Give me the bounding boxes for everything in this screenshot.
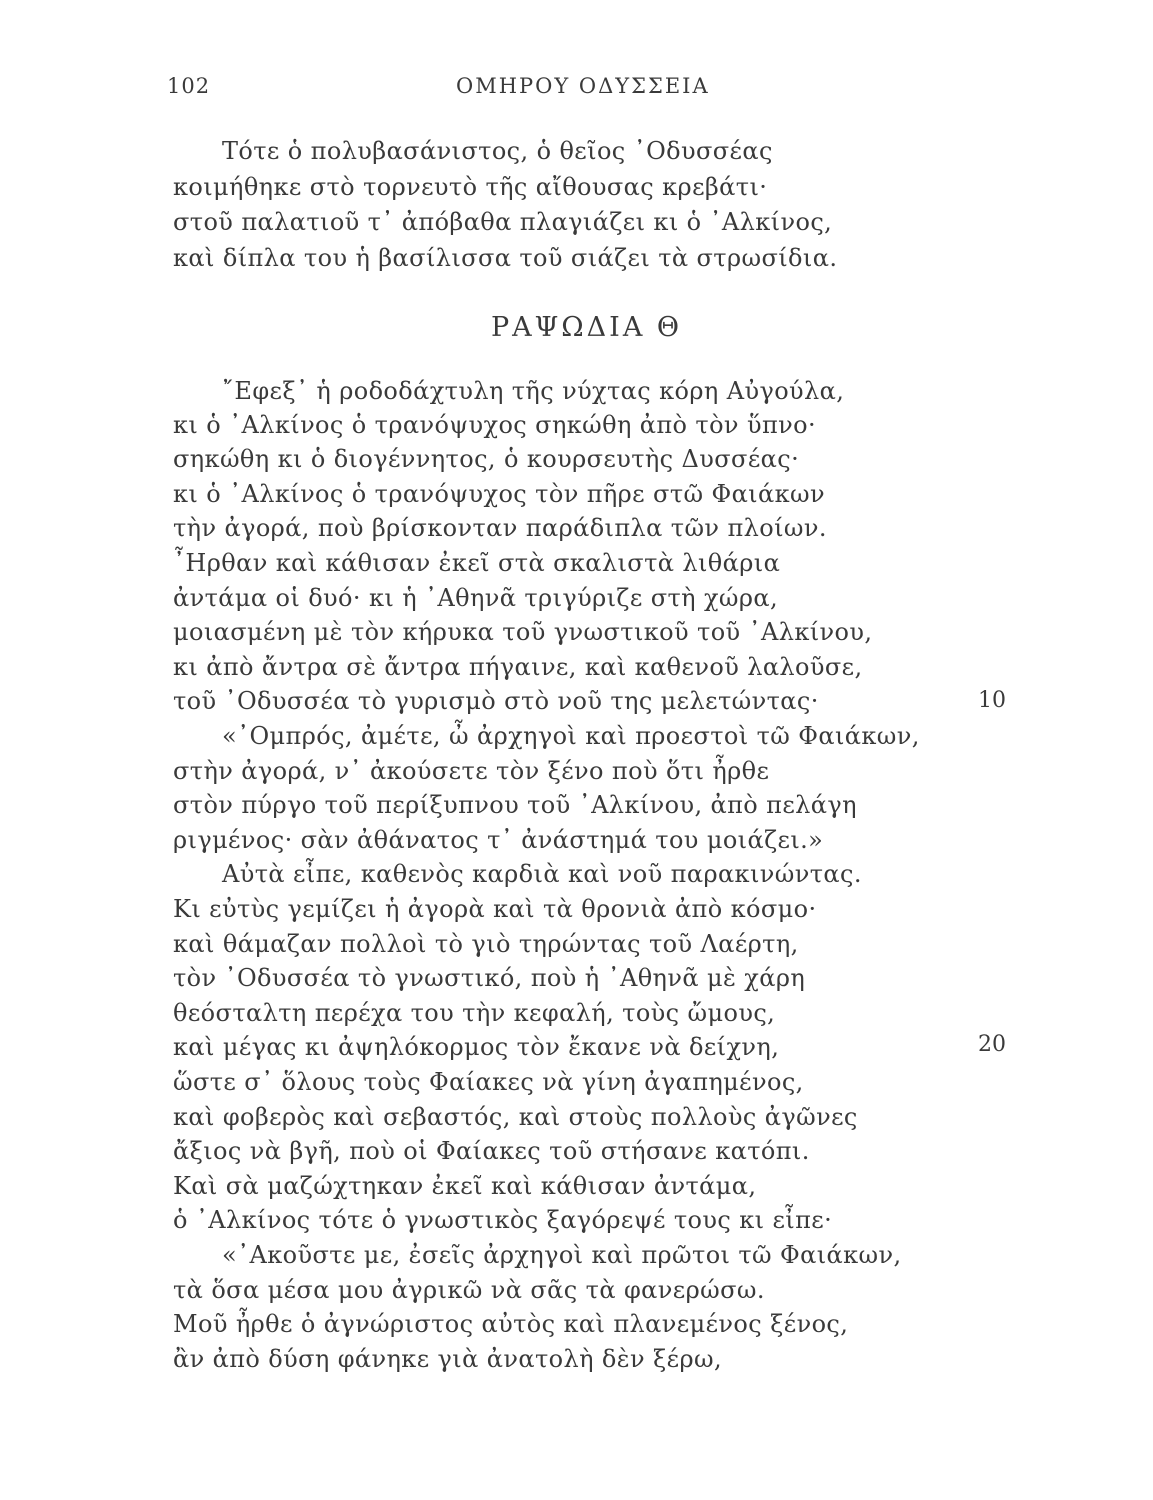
verse-line: ῎Εφεξ᾿ ἡ ροδοδάχτυλη τῆς νύχτας κόρη Αὐγούλα, [222,377,845,405]
verse-line: «᾿Ομπρός, ἀμέτε, ὦ ἀρχηγοὶ καὶ προεστοὶ τῶ Φαιάκων, [222,722,920,750]
page-number: 102 [167,74,211,98]
verse-line: Μοῦ ἦρθε ὁ ἀγνώριστος αὐτὸς καὶ πλανεμένος ξένος, [173,1310,849,1338]
verse-line: καὶ μέγας κι ἀψηλόκορμος τὸν ἔκανε νὰ δείχνη, [173,1033,780,1061]
verse-line: στοῦ παλατιοῦ τ᾿ ἀπόβαθα πλαγιάζει κι ὁ ᾿Αλκίνος, [173,208,833,236]
verse-line: κοιμήθηκε στὸ τορνευτὸ τῆς αἴθουσας κρεβάτι· [173,173,768,201]
verse-line: Αὐτὰ εἶπε, καθενὸς καρδιὰ καὶ νοῦ παρακινώντας. [222,860,862,888]
verse-line: στὴν ἀγορά, ν᾿ ἀκούσετε τὸν ξένο ποὺ ὅτι ἦρθε [173,757,770,785]
verse-line: κι ἀπὸ ἄντρα σὲ ἄντρα πήγαινε, καὶ καθενοῦ λαλοῦσε, [173,653,863,681]
verse-line: καὶ θάμαζαν πολλοὶ τὸ γιὸ τηρώντας τοῦ Λαέρτη, [173,930,799,958]
verse-line: θεόσταλτη περέχα του τὴν κεφαλή, τοὺς ὤμους, [173,999,776,1027]
line-number: 10 [978,688,1006,713]
verse-line: Κι εὐτὺς γεμίζει ἡ ἀγορὰ καὶ τὰ θρονιὰ ἀπὸ κόσμο· [173,895,817,923]
verse-line: ριγμένος· σὰν ἀθάνατος τ᾿ ἀνάστημά του μοιάζει.» [173,826,824,854]
verse-line: ἀντάμα οἱ δυό· κι ἡ ᾿Αθηνᾶ τριγύριζε στὴ χώρα, [173,584,779,612]
book-title: ΟΜΗΡΟΥ ΟΔΥΣΣΕΙΑ [456,74,710,98]
verse-line: ῏Ηρθαν καὶ κάθισαν ἐκεῖ στὰ σκαλιστὰ λιθάρια [173,549,781,577]
verse-line: καὶ δίπλα του ἡ βασίλισσα τοῦ σιάζει τὰ στρωσίδια. [173,244,838,272]
verse-line: ὥστε σ᾿ ὅλους τοὺς Φαίακες νὰ γίνη ἀγαπημένος, [173,1068,804,1096]
verse-line: τὰ ὅσα μέσα μου ἀγρικῶ νὰ σᾶς τὰ φανερώσω. [173,1276,765,1304]
verse-line: ἂν ἀπὸ δύση φάνηκε γιὰ ἀνατολὴ δὲν ξέρω, [173,1345,723,1373]
verse-line: ἄξιος νὰ βγῆ, ποὺ οἱ Φαίακες τοῦ στήσανε κατόπι. [173,1137,810,1165]
rhapsody-heading: ΡΑΨΩΔΙΑ Θ [490,312,683,343]
verse-line: σηκώθη κι ὁ διογέννητος, ὁ κουρσευτὴς Δυσσέας· [173,445,800,473]
verse-line: τὴν ἀγορά, ποὺ βρίσκονταν παράδιπλα τῶν πλοίων. [173,514,827,542]
verse-line: κι ὁ ᾿Αλκίνος ὁ τρανόψυχος τὸν πῆρε στῶ Φαιάκων [173,480,825,508]
verse-line: «᾿Ακοῦστε με, ἐσεῖς ἀρχηγοὶ καὶ πρῶτοι τῶ Φαιάκων, [222,1241,902,1269]
verse-line: τοῦ ᾿Οδυσσέα τὸ γυρισμὸ στὸ νοῦ της μελετώντας· [173,687,819,715]
line-number: 20 [978,1032,1006,1057]
verse-line: Τότε ὁ πολυβασάνιστος, ὁ θεῖος ᾿Οδυσσέας [222,137,773,165]
verse-line: ὁ ᾿Αλκίνος τότε ὁ γνωστικὸς ξαγόρεψέ τους κι εἶπε· [173,1206,833,1234]
verse-line: τὸν ᾿Οδυσσέα τὸ γνωστικό, ποὺ ἡ ᾿Αθηνᾶ μὲ χάρη [173,964,806,992]
verse-line: στὸν πύργο τοῦ περίξυπνου τοῦ ᾿Αλκίνου, ἀπὸ πελάγη [173,791,857,819]
verse-line: καὶ φοβερὸς καὶ σεβαστός, καὶ στοὺς πολλοὺς ἀγῶνες [173,1103,858,1131]
verse-line: κι ὁ ᾿Αλκίνος ὁ τρανόψυχος σηκώθη ἀπὸ τὸν ὕπνο· [173,411,816,439]
verse-line: Καὶ σὰ μαζώχτηκαν ἐκεῖ καὶ κάθισαν ἀντάμα, [173,1172,757,1200]
running-head [0,74,1153,106]
verse-line: μοιασμένη μὲ τὸν κήρυκα τοῦ γνωστικοῦ τοῦ ᾿Αλκίνου, [173,618,873,646]
